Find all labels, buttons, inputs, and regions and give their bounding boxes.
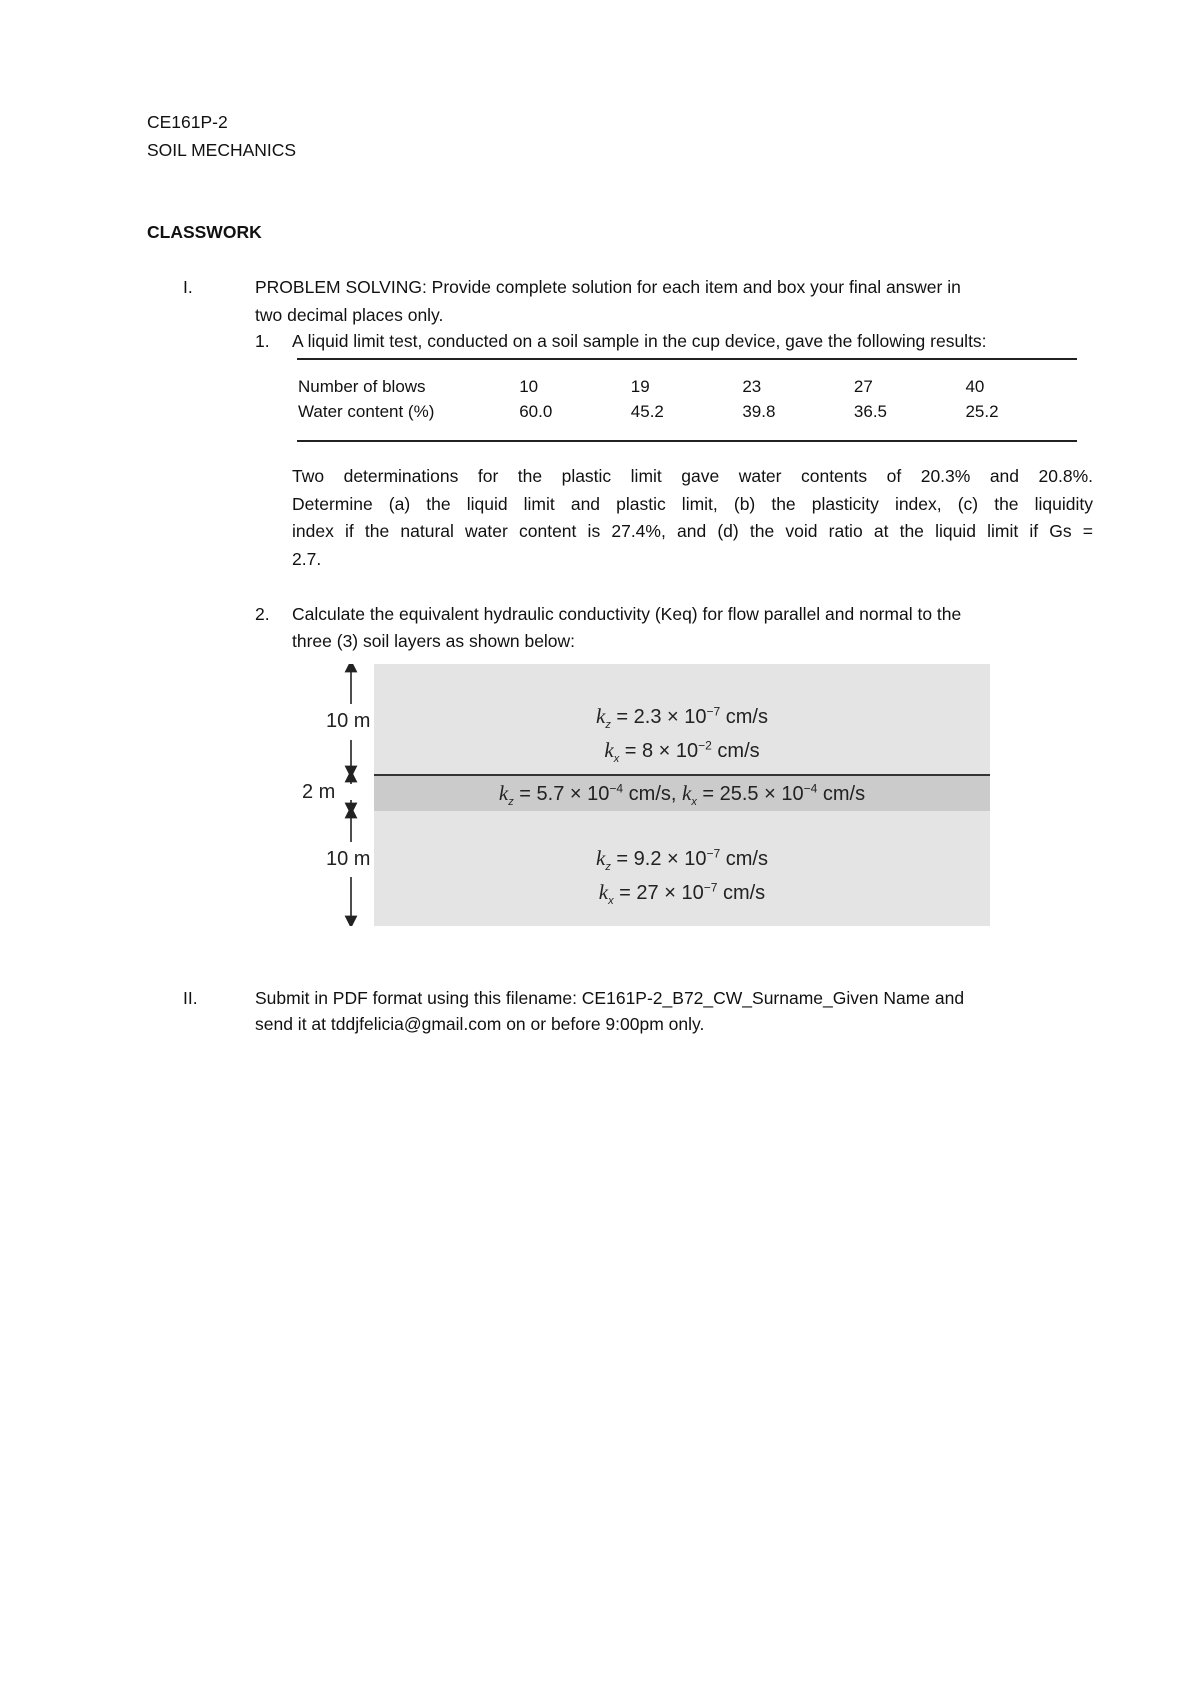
- problem-1-text: [292, 463, 1093, 573]
- section-1-instruction-line1: PROBLEM SOLVING: Provide complete solution for each item and box your final answer in: [255, 277, 961, 297]
- blows-cell: 27: [853, 377, 873, 396]
- soil-layer-3: [374, 811, 990, 926]
- row-label-water: Water content (%): [298, 402, 435, 421]
- section-1-numeral: I.: [183, 277, 193, 297]
- blows-cell: 40: [965, 377, 985, 396]
- soil-layer-2: [374, 774, 990, 813]
- problem-1-intro: A liquid limit test, conducted on a soil sample in the cup device, gave the following results:: [292, 331, 987, 351]
- layer-1-thickness: 10 m: [326, 710, 371, 732]
- problem-2-number: 2.: [255, 604, 270, 624]
- water-cell: 25.2: [965, 402, 999, 421]
- layer-2-k-values: $k_z = 5.7 \times 10^{-4}$ cm/s, $k_x = 25.5 \times 10^{-4}$ cm/s: [498, 781, 866, 808]
- blows-cell: 10: [519, 377, 539, 396]
- layer-3-thickness: 10 m: [326, 848, 371, 870]
- course-code: CE161P-2: [147, 112, 228, 132]
- problem-1-line: 2.7.: [292, 548, 322, 569]
- water-cell: 39.8: [742, 402, 776, 421]
- table-row-blows: [297, 374, 1077, 399]
- layer-2-thickness: 2 m: [302, 781, 336, 803]
- blows-cell: 23: [742, 377, 762, 396]
- layer-1-kz: $k_z = 2.3 \times 10^{-7}$ cm/s: [596, 704, 768, 731]
- problem-1-line: Two determinations for the plastic limit gave water contents of 20.3% and 20.8%.: [292, 466, 1093, 486]
- table-row-water: [297, 399, 1077, 424]
- section-1-instruction-line2: two decimal places only.: [255, 305, 444, 325]
- page-title: CLASSWORK: [147, 222, 262, 242]
- water-cell: 45.2: [630, 402, 664, 421]
- section-2-line1: Submit in PDF format using this filename: CE161P-2_B72_CW_Surname_Given Name and: [255, 988, 965, 1008]
- problem-1-line: Determine (a) the liquid limit and plastic limit, (b) the plasticity index, (c) the liquidity: [292, 493, 1093, 514]
- layer-1-kx: $k_x = 8 \times 10^{-2}$ cm/s: [604, 738, 760, 765]
- problem-1-number: 1.: [255, 331, 270, 351]
- problem-2-line1: Calculate the equivalent hydraulic conductivity (Keq) for flow parallel and normal to the: [292, 604, 962, 624]
- water-cell: 36.5: [853, 402, 887, 421]
- layer-3-kz: $k_z = 9.2 \times 10^{-7}$ cm/s: [596, 846, 768, 873]
- soil-layer-1: [374, 664, 990, 774]
- soil-layers-diagram: [300, 664, 990, 926]
- water-cell: 60.0: [519, 402, 553, 421]
- blows-cell: 19: [630, 377, 650, 396]
- liquid-limit-table: [297, 358, 1077, 442]
- section-2-line2: send it at tddjfelicia@gmail.com on or before 9:00pm only.: [255, 1014, 705, 1034]
- section-2-numeral: II.: [183, 988, 198, 1008]
- table-bottom-rule: [297, 440, 1077, 442]
- problem-1-line: index if the natural water content is 27.4%, and (d) the void ratio at the liquid limit if Gs =: [292, 521, 1093, 541]
- layer-3-kx: $k_x = 27 \times 10^{-7}$ cm/s: [598, 880, 766, 907]
- row-label-blows: Number of blows: [298, 377, 426, 396]
- course-name: SOIL MECHANICS: [147, 140, 297, 160]
- problem-2-line2: three (3) soil layers as shown below:: [292, 631, 576, 651]
